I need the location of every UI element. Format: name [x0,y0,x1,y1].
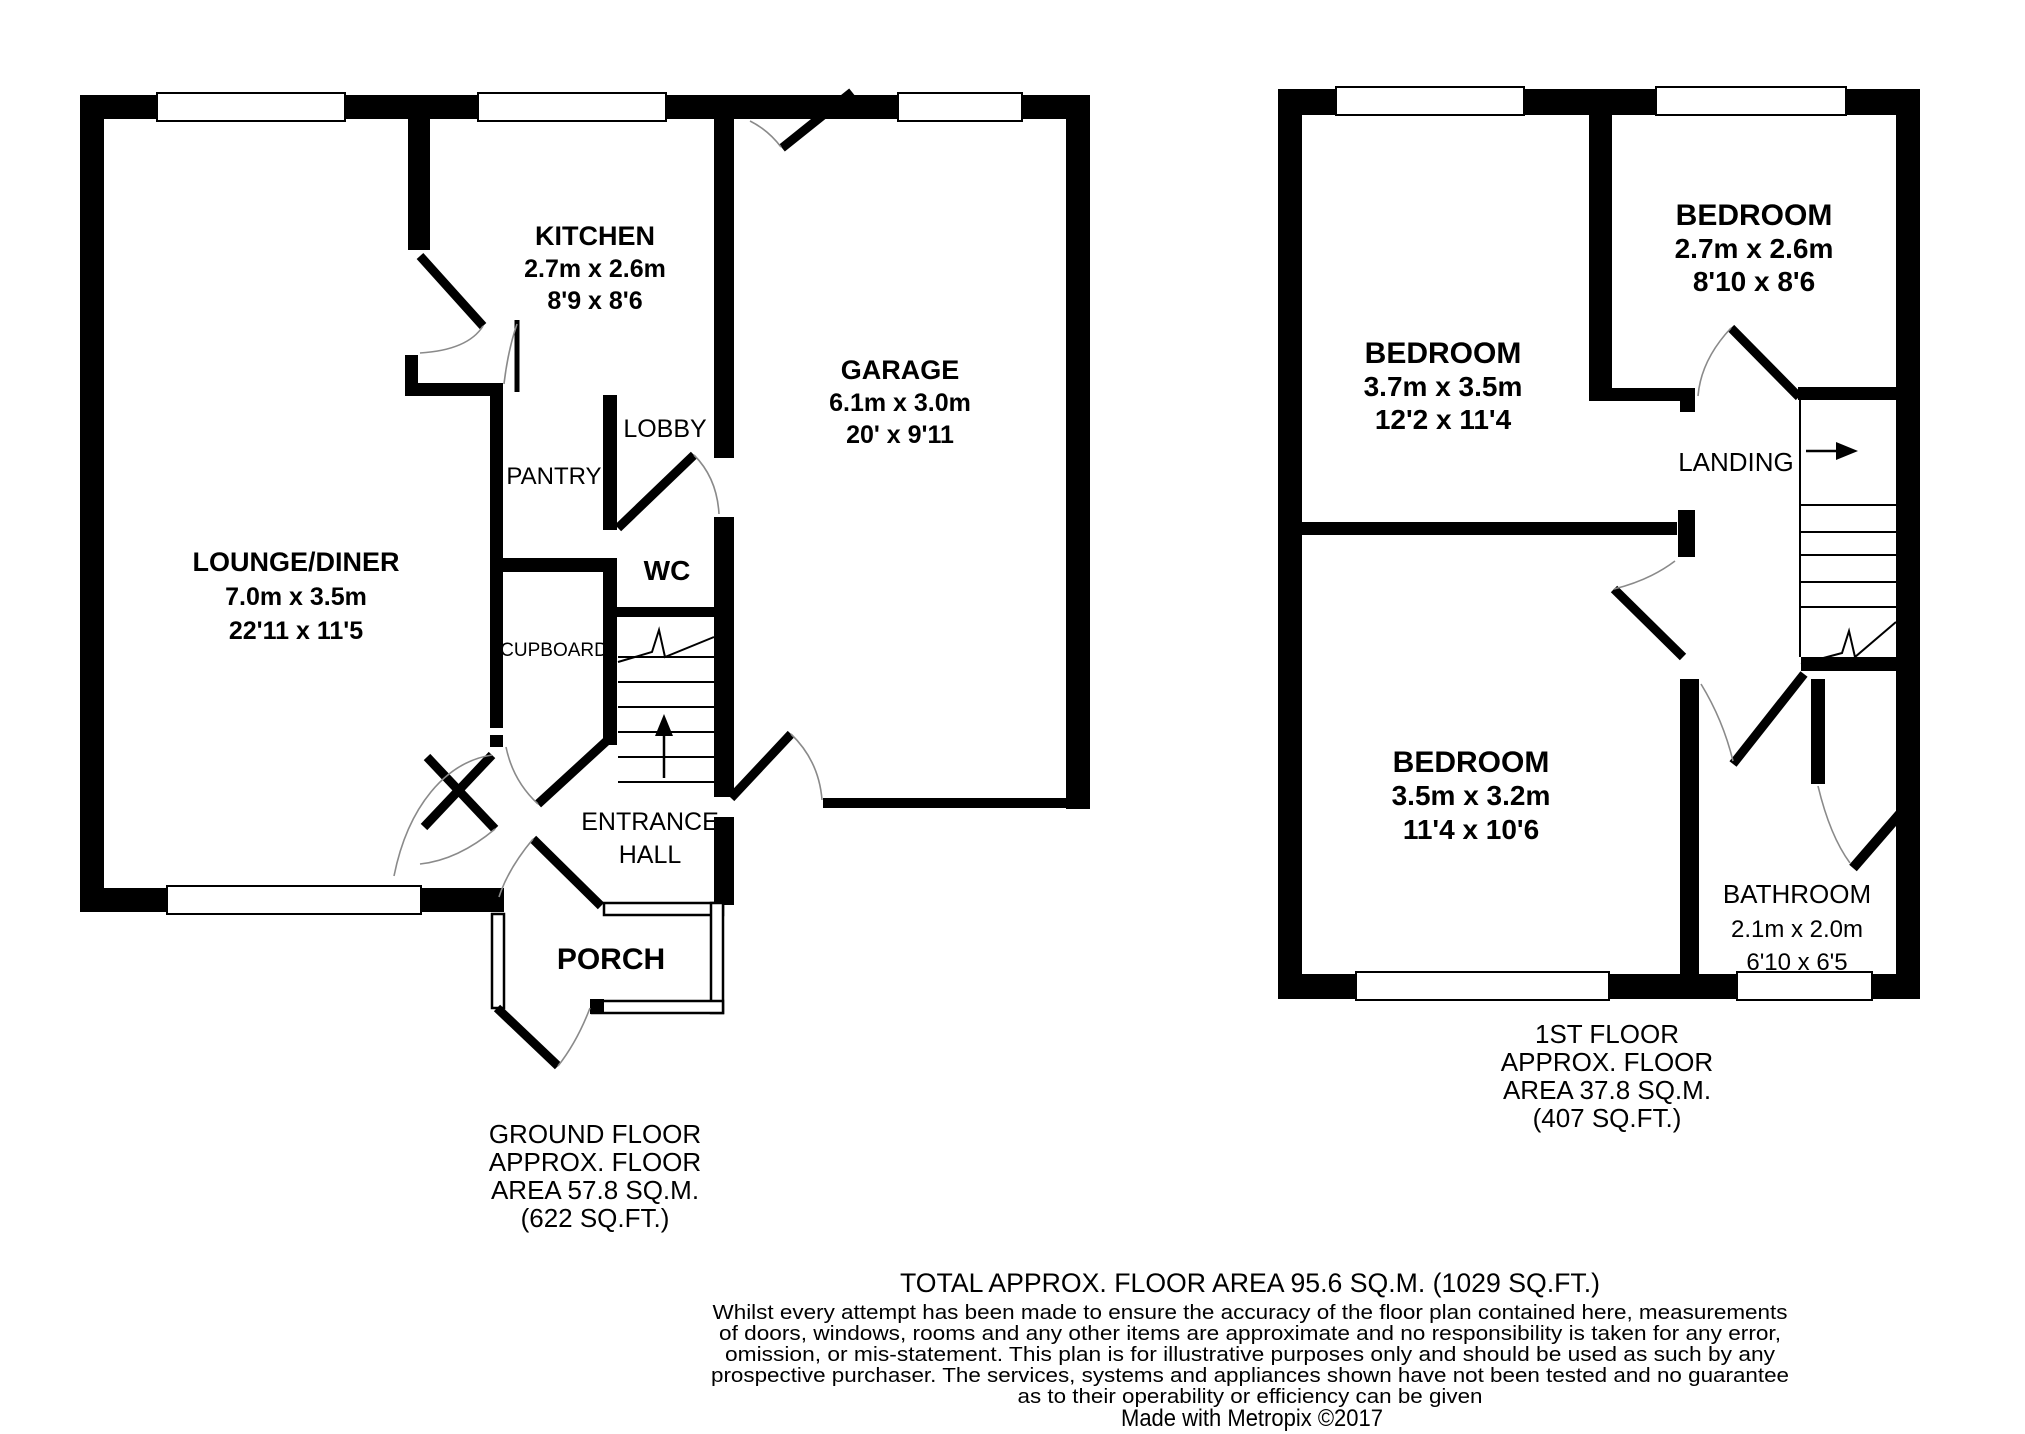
window [1356,972,1609,1000]
window [1336,87,1524,115]
bedroom2-dim-metric: 2.7m x 2.6m [1674,233,1834,264]
door-leaf [1614,589,1683,657]
door-leaf [1811,679,1825,784]
door-arc [420,326,483,353]
first-floor-plan [1278,87,1920,1133]
cupboard-label: CUPBOARD [500,640,608,661]
footer [711,1268,1789,1432]
disclaimer-line5: as to their operability or efficiency can be given [1017,1385,1483,1408]
door-leaf [420,256,483,326]
kitchen-dim-imperial: 8'9 x 8'6 [547,287,643,315]
stairs-up-arrow [655,714,673,778]
bathroom-dim-metric: 2.1m x 2.0m [1730,916,1864,943]
door-arc [499,839,533,897]
bathroom-door [1701,674,1850,863]
door-arc [791,734,822,800]
first-floor-staircase [1800,400,1896,664]
window [1737,972,1872,1000]
door-arc [750,121,781,147]
entrance-hall-label-line1: ENTRANCE [581,808,719,836]
bedroom1-label: BEDROOM [1364,337,1522,370]
front-door [497,1008,590,1066]
lounge-dim-imperial: 22'11 x 11'5 [228,617,364,645]
bedroom2-label: BEDROOM [1675,199,1833,232]
door-leaf [533,839,601,906]
lounge-dim-metric: 7.0m x 3.5m [225,583,367,611]
door-arc [1701,684,1733,761]
wc-door [618,455,719,528]
window [478,93,666,121]
ground-floor-windows [157,93,1022,914]
bedroom3-label: BEDROOM [1392,746,1550,779]
disclaimer-line2: of doors, windows, rooms and any other items are approximate and no responsibility is taken for any error, [719,1322,1781,1345]
first-floor-caption-line3: AREA 37.8 SQ.M. [1502,1075,1712,1105]
ground-floor-plan [80,92,1090,1233]
window [898,93,1022,121]
door-arc [1818,786,1850,863]
bedroom1-dim-metric: 3.7m x 3.5m [1363,371,1523,402]
door-leaf [1733,674,1804,764]
ground-floor-walls [80,95,1090,912]
door-arc [420,829,495,864]
ground-floor-staircase [618,630,714,782]
porch-door [499,839,601,906]
lounge-label: LOUNGE/DINER [192,547,400,577]
bedroom3-dim-metric: 3.5m x 3.2m [1391,780,1551,811]
kitchen-corridor-door [504,320,517,392]
bathroom-label: BATHROOM [1722,879,1872,909]
disclaimer-line4: prospective purchaser. The services, systems and appliances shown have not been tested and no guarantee [711,1364,1789,1387]
garage-dim-metric: 6.1m x 3.0m [829,389,971,417]
kitchen-label: KITCHEN [535,221,655,251]
bedroom1-dim-imperial: 12'2 x 11'4 [1374,404,1512,435]
door-arc [558,1008,590,1066]
ground-floor-labels [192,221,970,1233]
door-leaf [1731,328,1799,397]
window [157,93,345,121]
bathroom-dim-imperial: 6'10 x 6'5 [1746,949,1848,976]
kitchen-lounge-door [420,256,483,353]
ground-floor-caption-line1: GROUND FLOOR [488,1119,702,1149]
cupboard-door [506,737,611,804]
porch-label: PORCH [556,943,666,976]
kitchen-dim-metric: 2.7m x 2.6m [524,255,666,283]
lobby-label: LOBBY [623,415,707,443]
disclaimer-line3: omission, or mis-statement. This plan is for illustrative purposes only and should be used as such by any [725,1343,1776,1366]
metropix-credit: Made with Metropix ©2017 [1121,1405,1383,1432]
bedroom2-door [1698,328,1799,397]
garage-dim-imperial: 20' x 9'11 [846,421,954,449]
ground-floor-caption-line3: AREA 57.8 SQ.M. [490,1175,700,1205]
lounge-hall-doors [394,755,495,876]
wc-label: WC [643,555,691,586]
total-floor-area: TOTAL APPROX. FLOOR AREA 95.6 SQ.M. (1029 SQ.FT.) [900,1268,1600,1298]
first-floor-caption-line1: 1ST FLOOR [1534,1019,1680,1049]
landing-label: LANDING [1678,447,1794,477]
door-leaf [731,734,791,798]
entrance-hall-label-line2: HALL [618,841,682,869]
ground-floor-caption-line4: (622 SQ.FT.) [520,1203,670,1233]
door-arc [694,455,719,514]
first-floor-caption-line4: (407 SQ.FT.) [1532,1103,1682,1133]
door-arc [1698,328,1731,396]
door-leaf [618,455,694,528]
door-arc [506,747,538,804]
garage-label: GARAGE [840,355,960,385]
stairs-direction-arrow [1806,442,1858,460]
door-leaf [497,1008,558,1066]
ground-floor-caption-line2: APPROX. FLOOR [488,1147,702,1177]
pantry-label: PANTRY [506,463,602,490]
bedroom3-door [1614,561,1683,657]
window [167,886,421,914]
bedroom3-dim-imperial: 11'4 x 10'6 [1402,814,1540,845]
hall-garage-door [731,734,822,800]
window [1656,87,1846,115]
first-floor-doors [1614,328,1850,863]
bedroom2-dim-imperial: 8'10 x 8'6 [1692,266,1816,297]
door-leaf [538,737,611,804]
first-floor-caption-line2: APPROX. FLOOR [1500,1047,1714,1077]
disclaimer-line1: Whilst every attempt has been made to ensure the accuracy of the floor plan contained here, measurements [712,1301,1788,1324]
door-arc [1614,561,1675,589]
